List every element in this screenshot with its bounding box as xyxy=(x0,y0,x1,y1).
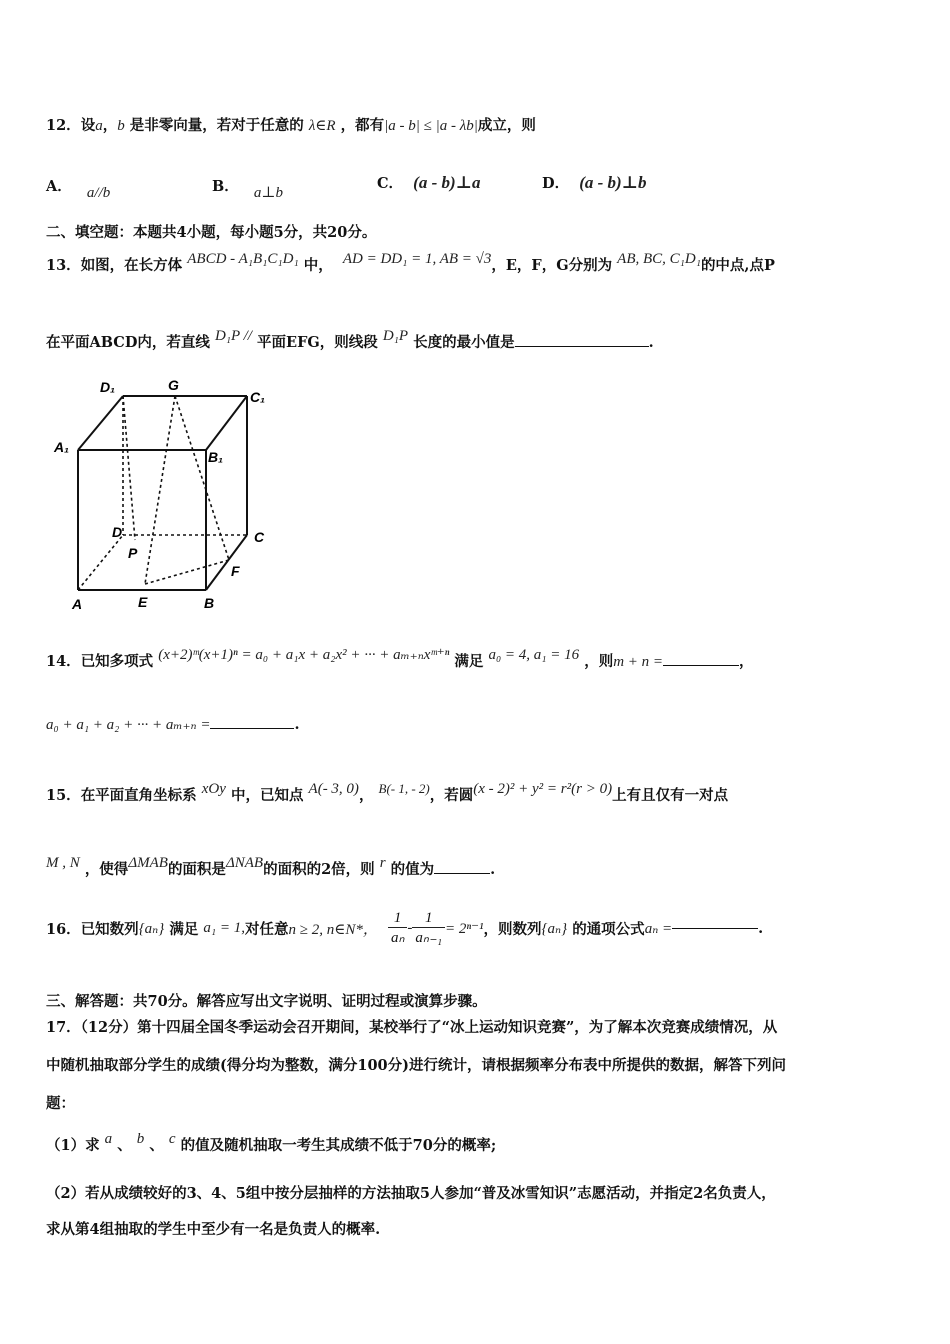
q12-option-b: B． a⊥b xyxy=(212,178,284,201)
q12-inequality: |a - b| ≤ |a - λb| xyxy=(384,118,478,134)
figure-label-p: P xyxy=(128,545,138,561)
q17-line2: 中随机抽取部分学生的成绩(得分均为整数，满分100分)进行统计，请根据频率分布表中所提供的数据，解答下列问 xyxy=(46,1057,786,1074)
section-3-heading: 三、解答题：共70分。解答应写出文字说明、证明过程或演算步骤。 xyxy=(46,993,487,1010)
q17-line3: 题： xyxy=(46,1095,75,1112)
q16-fraction-1: $\frac{1}{\text{aₙ}}$ xyxy=(388,910,407,947)
q12-stem: 12．设a，b 是非零向量，若对于任意的 λ∈R ，都有|a - b| ≤ |a - λb|成立，则 xyxy=(46,117,536,134)
q15-line1: 15．在平面直角坐标系 xOy 中，已知点 A(- 3, 0)， B(- 1, - 2)，若圆(x - 2)² + y² = r²(r > 0)上有且仅有一对点 xyxy=(46,781,729,804)
figure-label-b1: B₁ xyxy=(208,449,224,465)
figure-label-c: C xyxy=(254,529,265,545)
figure-label-a1: A₁ xyxy=(54,439,70,455)
q17-part1: （1）求 a 、 b 、 c 的值及随机抽取一考生其成绩不低于70分的概率; xyxy=(46,1131,497,1154)
q13-answer-blank xyxy=(515,346,649,347)
q14-polynomial: (x+2)ᵐ(x+1)ⁿ = a₀ + a₁x + a₂x² + ··· + aₘ₊ₙxᵐ⁺ⁿ xyxy=(158,647,450,663)
q16-answer-blank xyxy=(672,928,758,929)
q15-answer-blank xyxy=(434,873,490,874)
figure-label-b: B xyxy=(204,595,215,611)
q14-line1: 14．已知多项式 (x+2)ᵐ(x+1)ⁿ = a₀ + a₁x + a₂x² + ··· + aₘ₊ₙxᵐ⁺ⁿ 满足 a₀ = 4, a₁ = 16 ，则m + n = ， xyxy=(46,647,754,670)
figure-label-g: G xyxy=(168,377,179,393)
q17-line1: 17．（12分）第十四届全国冬季运动会召开期间，某校举行了“冰上运动知识竞赛”，为了解本次竞赛成绩情况，从 xyxy=(46,1019,778,1036)
q14-blank-2 xyxy=(210,728,294,729)
q12-option-d: D． (a - b)⊥b xyxy=(542,173,647,192)
figure-label-c1: C₁ xyxy=(250,389,266,405)
q16-fraction-2: $\frac{1}{\text{aₙ₋₁}}$ xyxy=(412,910,445,947)
section-2-heading: 二、填空题：本题共4小题，每小题5分，共20分。 xyxy=(46,224,377,241)
q16-line: 16．已知数列{aₙ} 满足 a₁ = 1,对任意n ≥ 2, n∈N*， $\frac{1}{\text{aₙ}}$ - $\frac{1}{\text{aₙ₋₁}}$ = 2ⁿ⁻¹，则数列{aₙ} 的通项公式aₙ = . xyxy=(46,910,764,946)
figure-label-f: F xyxy=(231,563,240,579)
figure-label-e: E xyxy=(138,594,148,610)
q14-line2: a₀ + a₁ + a₂ + ··· + aₘ₊ₙ = . xyxy=(46,716,300,733)
q17-part2-line2: 求从第4组抽取的学生中至少有一名是负责人的概率. xyxy=(46,1221,381,1238)
figure-label-d: D xyxy=(112,524,123,540)
q13-line2: 在平面ABCD内，若直线 D₁P // 平面EFG，则线段 D₁P 长度的最小值是 . xyxy=(46,328,654,351)
q14-blank-1 xyxy=(663,665,739,666)
q12-option-a: A． a//b xyxy=(46,178,111,201)
figure-label-d1: D₁ xyxy=(100,379,116,395)
figure-label-a: A xyxy=(72,596,83,612)
q15-line2: M , N ，使得ΔMAB的面积是ΔNAB的面积的2倍，则 r 的值为 . xyxy=(46,855,496,878)
q12-option-c: C． (a - b)⊥a xyxy=(377,173,481,192)
q17-part2-line1: （2）若从成绩较好的3、4、5组中按分层抽样的方法抽取5人参加“普及冰雪知识”志愿活动，并指定2名负责人， xyxy=(46,1185,776,1202)
q13-line1: 13．如图，在长方体 ABCD - A₁B₁C₁D₁ 中， AD = DD₁ = 1, AB = √3，E，F，G分别为 AB, BC, C₁D₁的中点,点P xyxy=(46,251,775,274)
cuboid-figure xyxy=(40,372,280,620)
